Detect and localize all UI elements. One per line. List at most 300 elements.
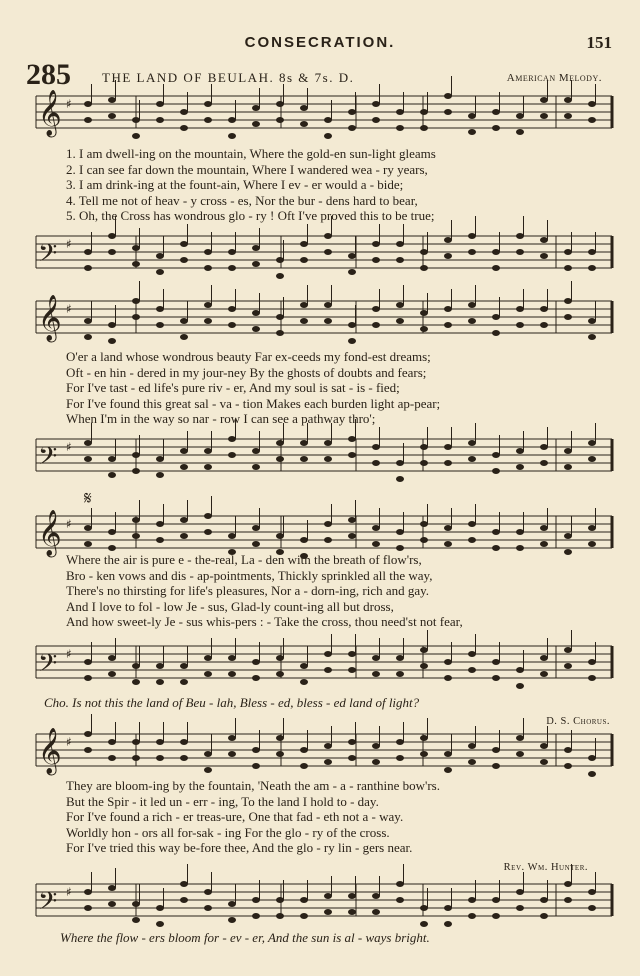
note-head bbox=[84, 541, 92, 547]
note-head bbox=[228, 117, 236, 123]
note-head bbox=[516, 529, 524, 535]
note-head bbox=[516, 667, 524, 673]
key-signature-icon: ♯ bbox=[66, 440, 72, 454]
note-head bbox=[228, 671, 236, 677]
chorus-line: Where the flow - ers bloom for - ev - er, And the sun is al - ways bright. bbox=[60, 930, 430, 945]
note-head bbox=[156, 101, 164, 107]
note-head bbox=[372, 525, 380, 531]
note-head bbox=[300, 257, 308, 263]
note-head bbox=[444, 675, 452, 681]
note-head bbox=[420, 647, 428, 653]
note-head bbox=[372, 541, 380, 547]
note-head bbox=[324, 759, 332, 765]
note-head bbox=[324, 249, 332, 255]
note-head bbox=[468, 651, 476, 657]
note-head bbox=[300, 763, 308, 769]
note-head bbox=[348, 269, 356, 275]
note-head bbox=[108, 233, 116, 239]
note-head bbox=[108, 249, 116, 255]
note-head bbox=[132, 739, 140, 745]
verse-lyrics bbox=[66, 552, 606, 630]
note-head bbox=[492, 763, 500, 769]
note-head bbox=[204, 889, 212, 895]
note-head bbox=[492, 314, 500, 320]
note-head bbox=[276, 273, 284, 279]
note-head bbox=[468, 456, 476, 462]
note-head bbox=[180, 318, 188, 324]
bass-staff bbox=[36, 230, 612, 278]
note-head bbox=[204, 464, 212, 470]
lyric-line: 3. I am drink-ing at the fount-ain, Where I ev - er would a - bide; bbox=[66, 177, 404, 192]
bass-staff bbox=[36, 640, 612, 688]
note-head bbox=[84, 334, 92, 340]
lyric-line: 5. Oh, the Cross has wondrous glo - ry ! Oft I've proved this to be true; bbox=[66, 208, 435, 223]
key-signature-icon: ♯ bbox=[66, 647, 72, 661]
note-head bbox=[588, 249, 596, 255]
note-head bbox=[516, 233, 524, 239]
note-head bbox=[252, 541, 260, 547]
note-head bbox=[156, 253, 164, 259]
key-signature-icon: ♯ bbox=[66, 885, 72, 899]
note-head bbox=[492, 109, 500, 115]
note-head bbox=[132, 133, 140, 139]
note-head bbox=[372, 743, 380, 749]
note-head bbox=[84, 249, 92, 255]
verse-lyrics bbox=[66, 146, 606, 224]
note-head bbox=[276, 330, 284, 336]
lyric-line: 2. I can see far down the mountain, Where I wandered wea - ry years, bbox=[66, 161, 428, 177]
verse-lyrics bbox=[66, 349, 606, 427]
note-head bbox=[396, 881, 404, 887]
note-head bbox=[180, 739, 188, 745]
note-head bbox=[180, 109, 188, 115]
note-head bbox=[396, 655, 404, 661]
note-head bbox=[516, 306, 524, 312]
page-header bbox=[0, 34, 640, 54]
treble-staff bbox=[36, 295, 612, 343]
note-head bbox=[348, 322, 356, 328]
note-head bbox=[180, 241, 188, 247]
note-head bbox=[588, 334, 596, 340]
note-head bbox=[204, 318, 212, 324]
hymn-number: 285 bbox=[26, 58, 71, 91]
note-head bbox=[84, 675, 92, 681]
ds-chorus-label: D. S. Chorus. bbox=[546, 716, 610, 727]
note-head bbox=[444, 460, 452, 466]
note-head bbox=[156, 679, 164, 685]
note-head bbox=[420, 326, 428, 332]
note-head bbox=[84, 456, 92, 462]
note-head bbox=[108, 472, 116, 478]
note-head bbox=[444, 525, 452, 531]
note-head bbox=[588, 101, 596, 107]
note-head bbox=[300, 105, 308, 111]
note-head bbox=[372, 117, 380, 123]
note-head bbox=[84, 905, 92, 911]
note-head bbox=[564, 647, 572, 653]
note-head bbox=[396, 125, 404, 131]
note-head bbox=[516, 322, 524, 328]
note-head bbox=[564, 265, 572, 271]
note-head bbox=[300, 456, 308, 462]
note-head bbox=[252, 747, 260, 753]
note-head bbox=[564, 464, 572, 470]
note-head bbox=[348, 739, 356, 745]
note-head bbox=[468, 897, 476, 903]
note-head bbox=[588, 318, 596, 324]
note-head bbox=[468, 743, 476, 749]
note-head bbox=[540, 253, 548, 259]
note-head bbox=[468, 113, 476, 119]
note-head bbox=[84, 117, 92, 123]
note-head bbox=[252, 464, 260, 470]
note-head bbox=[564, 113, 572, 119]
note-head bbox=[444, 444, 452, 450]
note-head bbox=[516, 905, 524, 911]
note-head bbox=[588, 541, 596, 547]
key-signature-icon: ♯ bbox=[66, 237, 72, 251]
note-head bbox=[516, 249, 524, 255]
lyric-line: For I've found this great sal - va - tion Makes each burden light ap-pear; bbox=[66, 395, 441, 411]
note-head bbox=[540, 113, 548, 119]
note-head bbox=[204, 448, 212, 454]
note-head bbox=[180, 533, 188, 539]
note-head bbox=[468, 667, 476, 673]
note-head bbox=[324, 667, 332, 673]
hymn-heading bbox=[26, 58, 606, 91]
note-head bbox=[564, 747, 572, 753]
treble-clef-icon: 𝄞 bbox=[38, 728, 62, 774]
note-head bbox=[540, 525, 548, 531]
note-head bbox=[372, 909, 380, 915]
chorus-line: Cho. Is not this the land of Beu - lah, Bless - ed, bless - ed land of light? bbox=[44, 695, 420, 710]
note-head bbox=[348, 125, 356, 131]
note-head bbox=[324, 909, 332, 915]
treble-staff bbox=[36, 510, 612, 558]
note-head bbox=[324, 440, 332, 446]
note-head bbox=[228, 265, 236, 271]
note-head bbox=[348, 533, 356, 539]
author-credit: Rev. Wm. Hunter. bbox=[503, 862, 588, 873]
note-head bbox=[276, 314, 284, 320]
note-head bbox=[516, 464, 524, 470]
note-head bbox=[276, 671, 284, 677]
note-head bbox=[180, 125, 188, 131]
note-head bbox=[156, 739, 164, 745]
note-head bbox=[396, 241, 404, 247]
note-head bbox=[84, 659, 92, 665]
note-head bbox=[540, 306, 548, 312]
note-head bbox=[372, 671, 380, 677]
note-head bbox=[156, 921, 164, 927]
note-head bbox=[468, 440, 476, 446]
note-head bbox=[108, 338, 116, 344]
lyric-line: O'er a land whose wondrous beauty Far ex-ceeds my fond-est dreams; bbox=[66, 349, 431, 364]
note-head bbox=[420, 310, 428, 316]
note-head bbox=[132, 468, 140, 474]
note-head bbox=[276, 533, 284, 539]
note-head bbox=[372, 759, 380, 765]
note-head bbox=[300, 913, 308, 919]
bass-clef-icon: 𝄢 bbox=[38, 442, 58, 477]
note-head bbox=[276, 117, 284, 123]
note-head bbox=[204, 101, 212, 107]
note-head bbox=[420, 537, 428, 543]
note-head bbox=[300, 897, 308, 903]
note-head bbox=[396, 109, 404, 115]
note-head bbox=[228, 533, 236, 539]
note-head bbox=[180, 663, 188, 669]
note-head bbox=[276, 456, 284, 462]
note-head bbox=[132, 517, 140, 523]
note-head bbox=[588, 117, 596, 123]
note-head bbox=[324, 318, 332, 324]
note-head bbox=[492, 330, 500, 336]
note-head bbox=[108, 901, 116, 907]
note-head bbox=[516, 735, 524, 741]
note-head bbox=[564, 881, 572, 887]
note-head bbox=[300, 318, 308, 324]
note-head bbox=[300, 747, 308, 753]
note-head bbox=[180, 448, 188, 454]
section-title: CONSECRATION. bbox=[244, 34, 396, 51]
lyric-line: They are bloom-ing by the fountain, 'Neath the am - a - ranthine bow'rs. bbox=[66, 778, 440, 793]
note-head bbox=[252, 261, 260, 267]
note-head bbox=[228, 306, 236, 312]
note-head bbox=[156, 663, 164, 669]
note-head bbox=[204, 302, 212, 308]
note-head bbox=[444, 905, 452, 911]
note-head bbox=[588, 889, 596, 895]
note-head bbox=[444, 541, 452, 547]
note-head bbox=[492, 897, 500, 903]
note-head bbox=[252, 448, 260, 454]
note-head bbox=[444, 659, 452, 665]
note-head bbox=[180, 755, 188, 761]
note-head bbox=[468, 521, 476, 527]
hymn-title: THE LAND OF BEULAH. 8s & 7s. D. bbox=[102, 70, 355, 85]
lyric-line: And I love to fol - low Je - sus, Glad-ly count-ing all but dross, bbox=[66, 598, 394, 614]
note-head bbox=[156, 322, 164, 328]
note-head bbox=[324, 537, 332, 543]
note-head bbox=[396, 755, 404, 761]
note-head bbox=[204, 249, 212, 255]
note-head bbox=[228, 917, 236, 923]
note-head bbox=[588, 659, 596, 665]
note-head bbox=[540, 913, 548, 919]
treble-clef-icon: 𝄞 bbox=[38, 295, 62, 341]
note-head bbox=[84, 731, 92, 737]
note-head bbox=[108, 97, 116, 103]
note-head bbox=[180, 334, 188, 340]
note-head bbox=[372, 306, 380, 312]
note-head bbox=[84, 525, 92, 531]
note-head bbox=[420, 663, 428, 669]
note-head bbox=[204, 905, 212, 911]
note-head bbox=[396, 545, 404, 551]
note-head bbox=[540, 322, 548, 328]
note-head bbox=[492, 675, 500, 681]
note-head bbox=[468, 302, 476, 308]
note-head bbox=[468, 233, 476, 239]
note-head bbox=[564, 314, 572, 320]
note-head bbox=[108, 755, 116, 761]
note-head bbox=[228, 322, 236, 328]
note-head bbox=[396, 460, 404, 466]
note-head bbox=[276, 655, 284, 661]
note-head bbox=[276, 101, 284, 107]
note-head bbox=[132, 663, 140, 669]
bass-staff bbox=[36, 878, 612, 926]
note-head bbox=[468, 759, 476, 765]
note-head bbox=[204, 671, 212, 677]
note-head bbox=[444, 322, 452, 328]
note-head bbox=[540, 897, 548, 903]
note-head bbox=[156, 269, 164, 275]
note-head bbox=[396, 671, 404, 677]
note-head bbox=[564, 663, 572, 669]
note-head bbox=[228, 655, 236, 661]
treble-clef-icon: 𝄞 bbox=[38, 90, 62, 136]
note-head bbox=[228, 452, 236, 458]
lyric-line: Where the air is pure e - the-real, La - den with the breath of flow'rs, bbox=[66, 552, 422, 567]
note-head bbox=[84, 747, 92, 753]
note-head bbox=[252, 525, 260, 531]
note-head bbox=[84, 318, 92, 324]
note-head bbox=[132, 245, 140, 251]
note-head bbox=[300, 440, 308, 446]
note-head bbox=[252, 675, 260, 681]
note-head bbox=[588, 525, 596, 531]
note-head bbox=[324, 651, 332, 657]
note-head bbox=[396, 302, 404, 308]
note-head bbox=[324, 233, 332, 239]
note-head bbox=[516, 448, 524, 454]
note-head bbox=[348, 909, 356, 915]
note-head bbox=[348, 436, 356, 442]
note-head bbox=[420, 125, 428, 131]
note-head bbox=[564, 448, 572, 454]
note-head bbox=[396, 476, 404, 482]
verse-lyrics bbox=[66, 778, 606, 856]
note-head bbox=[492, 249, 500, 255]
note-head bbox=[252, 763, 260, 769]
note-head bbox=[108, 113, 116, 119]
note-head bbox=[180, 464, 188, 470]
note-head bbox=[588, 755, 596, 761]
note-head bbox=[348, 755, 356, 761]
note-head bbox=[252, 326, 260, 332]
note-head bbox=[372, 460, 380, 466]
note-head bbox=[492, 468, 500, 474]
note-head bbox=[372, 444, 380, 450]
note-head bbox=[156, 472, 164, 478]
note-head bbox=[348, 667, 356, 673]
note-head bbox=[180, 897, 188, 903]
note-head bbox=[540, 655, 548, 661]
note-head bbox=[108, 456, 116, 462]
note-head bbox=[84, 101, 92, 107]
note-head bbox=[372, 257, 380, 263]
note-head bbox=[564, 298, 572, 304]
note-head bbox=[396, 257, 404, 263]
note-head bbox=[468, 249, 476, 255]
note-head bbox=[516, 129, 524, 135]
note-head bbox=[588, 456, 596, 462]
lyric-line: Worldly hon - ors all for-sak - ing For the glo - ry of the cross. bbox=[66, 824, 390, 840]
note-head bbox=[132, 452, 140, 458]
treble-staff bbox=[36, 728, 612, 776]
note-head bbox=[228, 133, 236, 139]
note-head bbox=[276, 735, 284, 741]
note-head bbox=[300, 537, 308, 543]
note-head bbox=[348, 517, 356, 523]
note-head bbox=[372, 893, 380, 899]
note-head bbox=[300, 121, 308, 127]
note-head bbox=[420, 735, 428, 741]
note-head bbox=[228, 735, 236, 741]
lyric-line: For I've tried this way be-fore thee, And the glo - ry lin - gers near. bbox=[66, 840, 413, 855]
note-head bbox=[204, 767, 212, 773]
note-head bbox=[156, 521, 164, 527]
note-head bbox=[252, 121, 260, 127]
note-head bbox=[108, 545, 116, 551]
note-head bbox=[132, 533, 140, 539]
note-head bbox=[204, 751, 212, 757]
treble-staff bbox=[36, 90, 612, 138]
note-head bbox=[276, 751, 284, 757]
note-head bbox=[444, 921, 452, 927]
note-head bbox=[108, 885, 116, 891]
lyric-line: Oft - en hin - dered in my jour-ney By the ghosts of doubts and fears; bbox=[66, 364, 427, 380]
note-head bbox=[564, 763, 572, 769]
key-signature-icon: ♯ bbox=[66, 735, 72, 749]
note-head bbox=[468, 913, 476, 919]
note-head bbox=[324, 456, 332, 462]
note-head bbox=[444, 253, 452, 259]
note-head bbox=[444, 767, 452, 773]
lyric-line: And how sweet-ly Je - sus whis-pers : - Take the cross, thou need'st not fear, bbox=[66, 614, 463, 629]
note-head bbox=[420, 460, 428, 466]
note-head bbox=[108, 529, 116, 535]
note-head bbox=[132, 117, 140, 123]
note-head bbox=[540, 671, 548, 677]
note-head bbox=[540, 97, 548, 103]
note-head bbox=[540, 237, 548, 243]
note-head bbox=[132, 917, 140, 923]
note-head bbox=[180, 257, 188, 263]
note-head bbox=[204, 513, 212, 519]
note-head bbox=[540, 759, 548, 765]
note-head bbox=[156, 306, 164, 312]
note-head bbox=[180, 517, 188, 523]
note-head bbox=[132, 261, 140, 267]
note-head bbox=[540, 541, 548, 547]
note-head bbox=[444, 237, 452, 243]
note-head bbox=[276, 440, 284, 446]
note-head bbox=[588, 440, 596, 446]
note-head bbox=[564, 897, 572, 903]
note-head bbox=[420, 905, 428, 911]
note-head bbox=[276, 897, 284, 903]
note-head bbox=[516, 113, 524, 119]
note-head bbox=[348, 338, 356, 344]
note-head bbox=[348, 893, 356, 899]
note-head bbox=[588, 905, 596, 911]
note-head bbox=[156, 537, 164, 543]
note-head bbox=[564, 249, 572, 255]
note-head bbox=[372, 241, 380, 247]
